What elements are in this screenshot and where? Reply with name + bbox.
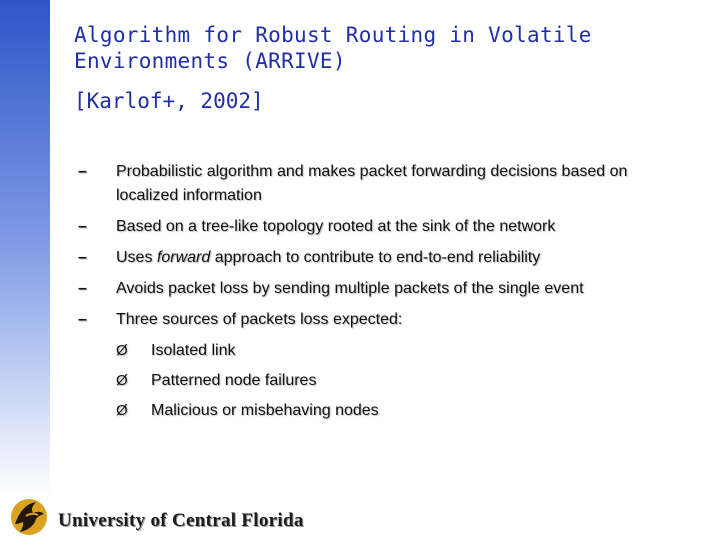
sub-bullet-text: Isolated link bbox=[151, 342, 236, 359]
sub-bullet-isolated-link bbox=[116, 339, 698, 363]
bullet-item-forward bbox=[78, 246, 698, 270]
dash-marker: – bbox=[78, 218, 87, 235]
arrow-marker-icon: Ø bbox=[116, 402, 128, 419]
bullet-text: Avoids packet loss by sending multiple packets of the single event bbox=[116, 280, 584, 297]
bullet-line: Probabilistic algorithm and makes packet forwarding decisions based on bbox=[116, 163, 628, 180]
sub-bullet-node-failures bbox=[116, 369, 698, 393]
citation-subtitle: [Karlof+, 2002] bbox=[74, 89, 264, 113]
bullet-text: Based on a tree-like topology rooted at the sink of the network bbox=[116, 218, 556, 235]
title-line-2: Environments (ARRIVE) bbox=[74, 49, 346, 73]
bullet-item-probabilistic bbox=[78, 160, 698, 208]
bullet-list bbox=[78, 160, 698, 429]
arrow-marker-icon: Ø bbox=[116, 342, 128, 359]
sub-bullet-text: Patterned node failures bbox=[151, 372, 317, 389]
dash-marker: – bbox=[78, 249, 87, 266]
sub-bullet-list bbox=[116, 339, 698, 423]
arrow-marker-icon: Ø bbox=[116, 372, 128, 389]
footer-branding bbox=[6, 494, 316, 540]
title-line-1: Algorithm for Robust Routing in Volatile bbox=[74, 23, 592, 47]
slide-title bbox=[74, 22, 694, 74]
sub-bullet-text: Malicious or misbehaving nodes bbox=[151, 402, 379, 419]
bullet-text-after: approach to contribute to end-to-end reliability bbox=[210, 249, 541, 266]
bullet-item-sources bbox=[78, 308, 698, 332]
university-name: University of Central Florida bbox=[58, 510, 304, 531]
dash-marker: – bbox=[78, 311, 87, 328]
bullet-item-packet-loss bbox=[78, 277, 698, 301]
dash-marker: – bbox=[78, 280, 87, 297]
sidebar-gradient-bar bbox=[0, 0, 50, 540]
pegasus-logo-icon bbox=[6, 494, 52, 540]
bullet-emphasis: forward bbox=[156, 249, 211, 266]
bullet-text: Three sources of packets loss expected: bbox=[116, 311, 403, 328]
bullet-line: localized information bbox=[116, 187, 262, 204]
sub-bullet-malicious-nodes bbox=[116, 399, 698, 423]
bullet-item-topology bbox=[78, 215, 698, 239]
bullet-text-before: Uses bbox=[116, 249, 157, 266]
dash-marker: – bbox=[78, 163, 87, 180]
